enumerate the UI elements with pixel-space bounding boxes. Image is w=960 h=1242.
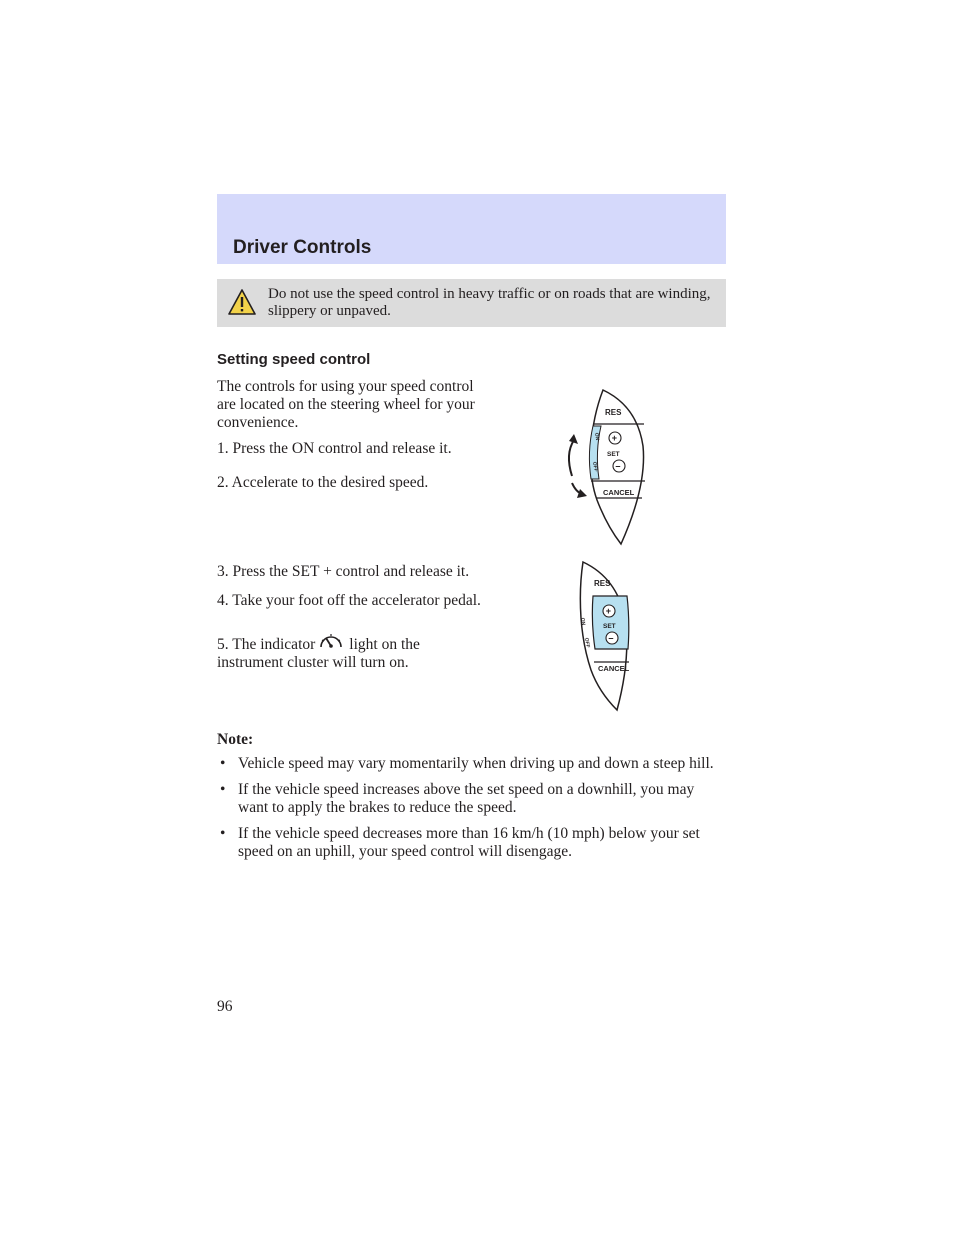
step-5-text-line2: instrument cluster will turn on. xyxy=(217,654,409,671)
list-item: • If the vehicle speed increases above the set speed on a downhill, you may want to apply the brakes to reduce the speed. xyxy=(220,781,695,816)
step-5-text-start: 5. The indicator xyxy=(217,636,316,653)
step-5 xyxy=(217,629,517,672)
off-label: OFF xyxy=(591,461,599,473)
note-list xyxy=(217,755,717,869)
on-label: ON xyxy=(593,432,601,441)
warning-text: Do not use the speed control in heavy traffic or on roads that are winding, slippery or unpaved. xyxy=(268,286,711,319)
plus-symbol: + xyxy=(605,606,612,616)
step-1: 1. Press the ON control and release it. xyxy=(217,440,452,457)
cancel-label: CANCEL xyxy=(598,664,630,673)
off-label: OFF xyxy=(583,637,591,649)
step-2: 2. Accelerate to the desired speed. xyxy=(217,474,429,491)
speed-control-figure-on-off xyxy=(555,388,665,548)
page-number: 96 xyxy=(217,998,233,1015)
speed-control-figure-set xyxy=(555,560,665,720)
list-item: • Vehicle speed may vary momentarily when driving up and down a steep hill. xyxy=(220,755,714,772)
plus-symbol: + xyxy=(611,433,618,443)
step-5-text-end: light on the xyxy=(349,636,420,653)
speed-control-indicator-icon xyxy=(315,629,347,653)
step-4: 4. Take your foot off the accelerator pedal. xyxy=(217,592,481,609)
warning-icon xyxy=(227,288,257,316)
page-title: Driver Controls xyxy=(233,237,372,258)
header-band xyxy=(217,194,726,264)
warning-box xyxy=(217,279,726,327)
arrow-up-icon xyxy=(569,434,578,444)
section-heading: Setting speed control xyxy=(217,351,371,368)
on-label: ON xyxy=(579,617,587,626)
arrow-down-icon xyxy=(577,489,587,498)
intro-paragraph: The controls for using your speed control are located on the steering wheel for your convenience. xyxy=(217,378,475,431)
set-label: SET xyxy=(603,623,616,630)
minus-symbol: − xyxy=(615,461,621,472)
res-label: RES xyxy=(605,408,622,417)
minus-symbol: − xyxy=(608,633,614,644)
cancel-label: CANCEL xyxy=(603,488,635,497)
set-label: SET xyxy=(607,451,620,458)
list-item: • If the vehicle speed decreases more than 16 km/h (10 mph) below your set speed on an uphill, your speed control will disengage. xyxy=(220,825,700,860)
note-label: Note: xyxy=(217,731,254,748)
step-3: 3. Press the SET + control and release it. xyxy=(217,563,470,580)
res-label: RES xyxy=(594,579,611,588)
